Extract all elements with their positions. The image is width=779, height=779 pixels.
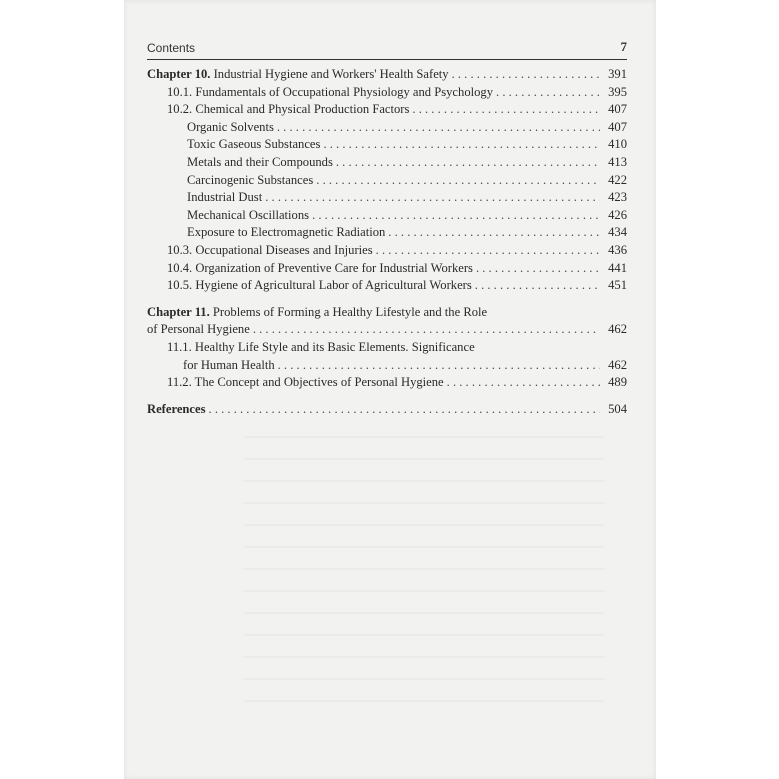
toc-entry-title-continuation: for Human Health [183,357,275,372]
document-page [124,0,656,779]
toc-entry-11-2[interactable] [147,374,627,392]
toc-entry-title-continuation: of Personal Hygiene [147,322,250,337]
toc-page-number: 410 [608,137,627,152]
toc-entry-organic-solvents[interactable] [147,119,627,137]
toc-entry-title: 11.1. Healthy Life Style and its Basic Elements. Significance [167,339,475,354]
toc-entry-title: Industrial Dust [187,190,263,205]
toc-entry-11-1-line1[interactable] [147,339,627,357]
dot-leader [452,66,600,84]
running-head [147,39,627,59]
toc-entry-title: Problems of Forming a Healthy Lifestyle and the Role [209,304,488,319]
dot-leader [316,172,600,190]
toc-page-number: 436 [608,242,627,257]
toc-entry-10-5[interactable] [147,277,627,295]
dot-leader [336,154,600,172]
toc-entry-title: Mechanical Oscillations [187,207,310,222]
toc-page-number: 422 [608,172,627,187]
toc-page-number: 426 [608,207,627,222]
toc-entry-title: 10.5. Hygiene of Agricultural Labor of Agricultural Workers [167,278,472,293]
toc-entry-chapter-11[interactable] [147,321,627,339]
dot-leader [277,119,600,137]
dot-leader [475,277,600,295]
dot-leader [312,207,600,225]
toc-page-number: 423 [608,190,627,205]
table-of-contents [147,66,627,418]
toc-entry-title: 10.2. Chemical and Physical Production Factors [167,102,410,117]
toc-page-number: 395 [608,84,627,99]
section-gap [147,295,627,304]
toc-entry-references[interactable] [147,401,627,419]
dot-leader [265,189,600,207]
toc-entry-toxic-gaseous-substances[interactable] [147,136,627,154]
dot-leader [323,136,600,154]
toc-page-number: 434 [608,225,627,240]
toc-chapter-number: Chapter 11. [147,304,210,319]
toc-page-number: 489 [608,375,627,390]
toc-entry-title: Carcinogenic Substances [187,172,314,187]
toc-entry-electromagnetic-radiation[interactable] [147,224,627,242]
toc-entry-11-1[interactable] [147,357,627,375]
running-head-title: Contents [147,41,196,55]
toc-entry-title: Exposure to Electromagnetic Radiation [187,225,386,240]
toc-entry-10-1[interactable] [147,84,627,102]
page-number: 7 [620,39,627,54]
toc-page-number: 413 [608,154,627,169]
toc-page-number: 441 [608,260,627,275]
toc-entry-title: Metals and their Compounds [187,154,333,169]
toc-page-number: 391 [608,67,627,81]
toc-page-number: 462 [608,322,627,337]
dot-leader [376,242,600,260]
dot-leader [412,101,600,119]
toc-references-label: References [147,401,206,416]
dot-leader [209,401,600,419]
toc-entry-title: 11.2. The Concept and Objectives of Personal Hygiene [167,375,444,390]
toc-entry-title: Organic Solvents [187,119,274,134]
toc-entry-title: 10.1. Fundamentals of Occupational Physiology and Psychology [167,84,494,99]
toc-entry-chapter-11-line1[interactable] [147,304,627,322]
toc-entry-metals[interactable] [147,154,627,172]
toc-entry-chapter-10[interactable] [147,66,627,84]
dot-leader [496,84,600,102]
toc-page-number: 407 [608,102,627,117]
toc-entry-title: Industrial Hygiene and Workers' Health Safety [210,67,449,81]
show-through-background [244,420,604,720]
dot-leader [388,224,600,242]
toc-entry-carcinogenic-substances[interactable] [147,172,627,190]
toc-entry-10-3[interactable] [147,242,627,260]
toc-page-number: 451 [608,278,627,293]
toc-entry-title: 10.3. Occupational Diseases and Injuries [167,242,373,257]
section-gap [147,392,627,401]
toc-entry-mechanical-oscillations[interactable] [147,207,627,225]
toc-chapter-number: Chapter 10. [147,67,211,81]
dot-leader [253,321,600,339]
toc-entry-title: Toxic Gaseous Substances [187,137,321,152]
header-rule [147,59,627,60]
dot-leader [476,260,600,278]
toc-entry-industrial-dust[interactable] [147,189,627,207]
toc-page-number: 462 [608,357,627,372]
dot-leader [278,357,600,375]
toc-page-number: 504 [608,401,627,416]
toc-page-number: 407 [608,119,627,134]
dot-leader [447,374,600,392]
toc-entry-10-2[interactable] [147,101,627,119]
toc-entry-title: 10.4. Organization of Preventive Care for Industrial Workers [167,260,473,275]
toc-entry-10-4[interactable] [147,260,627,278]
